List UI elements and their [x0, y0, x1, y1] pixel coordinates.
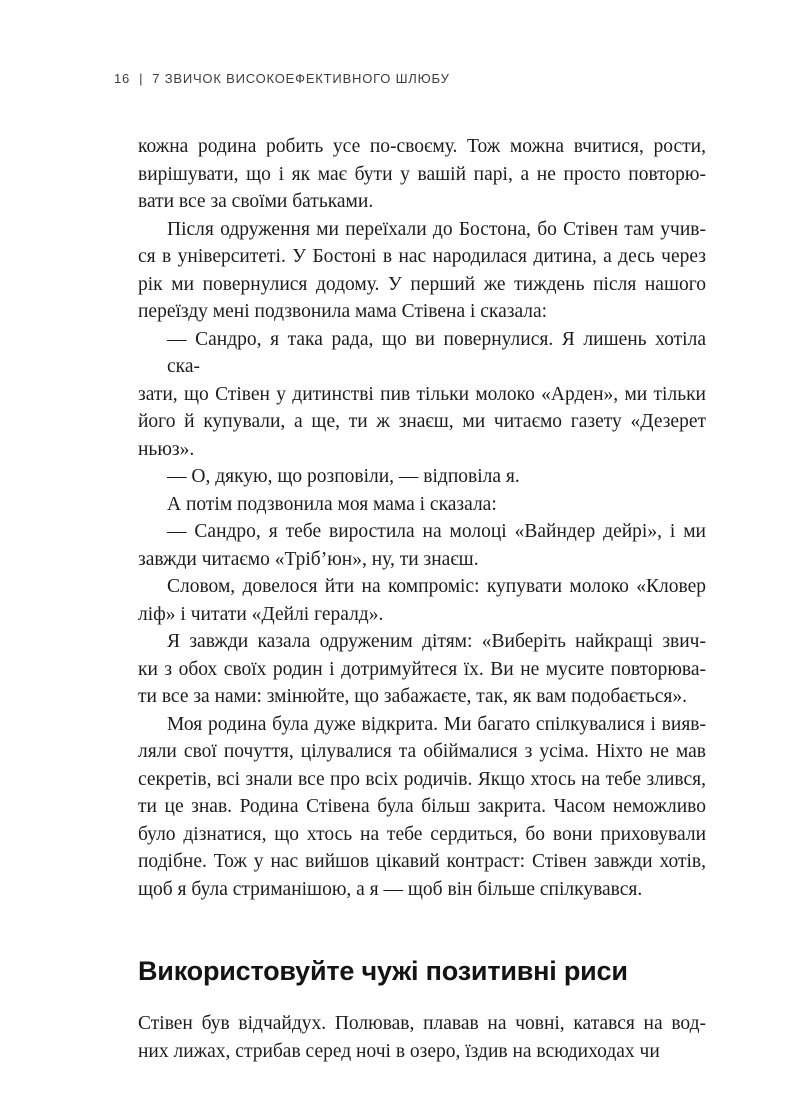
text-line: ки з обох своїх родин і дотримуйтеся їх. Ви не мусите повторюва-	[138, 658, 706, 680]
text-line: його й купували, а ще, ти ж знаєш, ми читаємо газету «Дезерет ньюз».	[138, 411, 706, 460]
text-line: ліф» і читати «Дейлі гералд».	[138, 603, 384, 625]
text-line: щоб я була стриманішою, а я — щоб він більше спілкувався.	[138, 878, 643, 900]
text-line: Після одруження ми переїхали до Бостона, бо Стівен там учив-	[167, 218, 706, 240]
text-line: вирішувати, що і як має бути у вашій парі, а не просто повторю-	[138, 163, 706, 185]
text-line: А потім подзвонила моя мама і сказала:	[167, 493, 497, 515]
paragraph	[138, 326, 706, 464]
text-line: вати все за своїми батьками.	[138, 191, 374, 212]
text-line: Словом, довелося йти на компроміс: купувати молоко «Кловер	[167, 576, 706, 597]
text-line: них лижах, стрибав серед ночі в озеро, їздив на всюдиходах чи	[138, 1040, 660, 1062]
text-line: ляли свої почуття, цілувалися та обіймалися з усіма. Ніхто не мав	[138, 741, 706, 762]
header-separator: |	[139, 71, 144, 86]
paragraph	[138, 491, 706, 519]
text-line: ти все за нами: змінюйте, що забажаєте, так, як вам подобається».	[138, 686, 687, 707]
text-line: було дізнатися, що хтось на тебе сердиться, бо вони приховували	[138, 823, 706, 845]
text-line: ти це знав. Родина Стівена була більш закрита. Часом неможливо	[138, 796, 706, 817]
paragraph	[138, 518, 706, 573]
text-line: ся в університеті. У Бостоні в нас народилася дитина, а десь через	[138, 246, 706, 267]
paragraph	[138, 1010, 706, 1065]
text-column	[138, 133, 706, 1065]
text-line: — О, дякую, що розповіли, — відповіла я.	[167, 466, 520, 487]
text-line: подібне. Тож у нас вийшов цікавий контраст: Стівен завжди хотів,	[138, 851, 706, 872]
page-number: 16	[114, 71, 131, 86]
text-line: Моя родина була дуже відкрита. Ми багато спілкувалися і вияв-	[167, 713, 706, 735]
text-line: Стівен був відчайдух. Полював, плавав на човні, катався на вод-	[138, 1013, 706, 1034]
paragraph-group-before	[138, 133, 706, 903]
paragraph	[138, 711, 706, 904]
text-line: переїзду мені подзвонила мама Стівена і сказала:	[138, 301, 548, 322]
section-heading: Використовуйте чужі позитивні риси	[138, 956, 628, 986]
text-line: рік ми повернулися додому. У перший же тиждень після нашого	[138, 273, 706, 295]
book-title: 7 ЗВИЧОК ВИСОКОЕФЕКТИВНОГО ШЛЮБУ	[152, 71, 450, 86]
running-header	[114, 71, 450, 86]
paragraph	[138, 216, 706, 326]
text-line: секретів, всі знали все про всіх родичів. Якщо хтось на тебе злився,	[138, 768, 706, 790]
text-line: — Сандро, я тебе виростила на молоці «Вайндер дейрі», і ми	[167, 521, 706, 542]
paragraph	[138, 573, 706, 628]
text-line: кожна родина робить усе по-своєму. Тож можна вчитися, рости,	[138, 136, 706, 157]
text-line: — Сандро, я така рада, що ви повернулися. Я лишень хотіла ска-	[167, 328, 706, 377]
paragraph	[138, 133, 706, 216]
paragraph	[138, 628, 706, 711]
paragraph-group-after	[138, 1010, 706, 1065]
text-line: завжди читаємо «Тріб’юн», ну, ти знаєш.	[138, 548, 479, 570]
paragraph	[138, 463, 706, 491]
text-line: зати, що Стівен у дитинстві пив тільки молоко «Арден», ми тільки	[138, 383, 706, 405]
text-line: Я завжди казала одруженим дітям: «Виберіть найкращі звич-	[167, 631, 706, 652]
